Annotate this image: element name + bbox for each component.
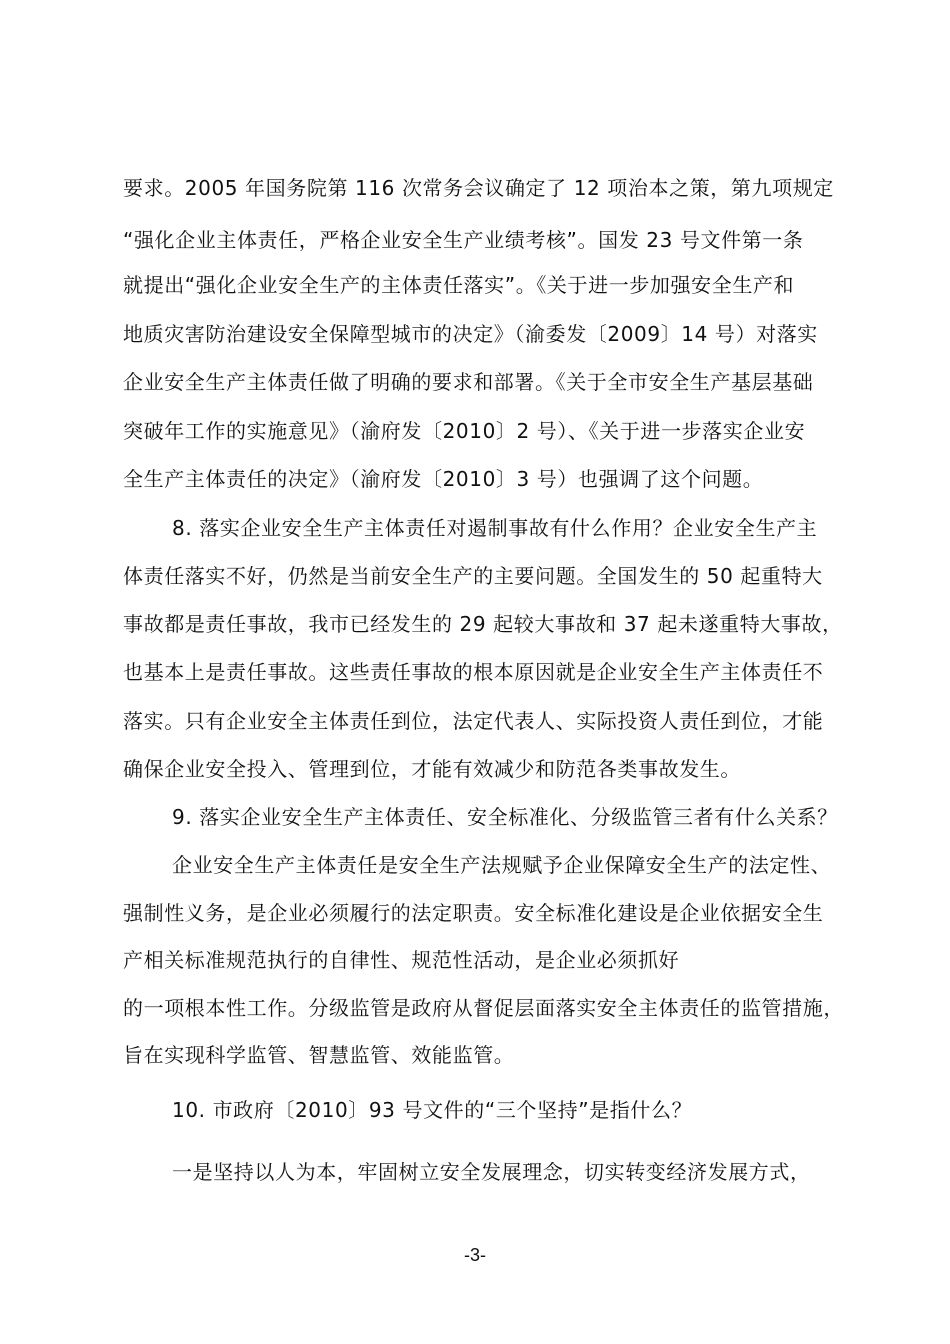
text-line-11: 也基本上是责任事故。这些责任事故的根本原因就是企业安全生产主体责任不 (123, 660, 824, 684)
text-line-7: 全生产主体责任的决定》（渝府发〔2010〕3 号）也强调了这个问题。 (123, 467, 764, 491)
text-line-15: 企业安全生产主体责任是安全生产法规赋予企业保障安全生产的法定性、 (172, 853, 832, 877)
text-line-16: 强制性义务，是企业必须履行的法定职责。安全标准化建设是企业依据安全生 (123, 901, 824, 925)
text-line-2: “强化企业主体责任，严格企业安全生产业绩考核”。国发 23 号文件第一条 (123, 228, 804, 252)
text-line-4: 地质灾害防治建设安全保障型城市的决定》（渝委发〔2009〕14 号）对落实 (123, 322, 818, 346)
text-line-6: 突破年工作的实施意见》（渝府发〔2010〕2 号）、《关于进一步落实企业安 (123, 419, 806, 443)
text-line-12: 落实。只有企业安全主体责任到位，法定代表人、实际投资人责任到位，才能 (123, 709, 824, 733)
text-line-3: 就提出“强化企业安全生产的主体责任落实”。《关于进一步加强安全生产和 (123, 273, 795, 297)
text-line-5: 企业安全生产主体责任做了明确的要求和部署。《关于全市安全生产基层基础 (123, 370, 814, 394)
text-line-19: 旨在实现科学监管、智慧监管、效能监管。 (123, 1043, 515, 1067)
text-line-21: 一是坚持以人为本，牢固树立安全发展理念，切实转变经济发展方式， (172, 1160, 811, 1184)
text-line-10: 事故都是责任事故，我市已经发生的 29 起较大事故和 37 起未遂重特大事故， (123, 612, 843, 636)
question-10: 10. 市政府〔2010〕93 号文件的“三个坚持”是指什么？ (172, 1098, 693, 1122)
text-line-17: 产相关标准规范执行的自律性、规范性活动，是企业必须抓好 (123, 948, 680, 972)
text-line-9: 体责任落实不好，仍然是当前安全生产的主要问题。全国发生的 50 起重特大 (123, 564, 823, 588)
question-8: 8. 落实企业安全生产主体责任对遏制事故有什么作用？企业安全生产主 (172, 516, 818, 540)
question-9: 9. 落实企业安全生产主体责任、安全标准化、分级监管三者有什么关系？ (172, 805, 838, 829)
text-line-1: 要求。2005 年国务院第 116 次常务会议确定了 12 项治本之策，第九项规定 (123, 176, 834, 200)
text-line-13: 确保企业安全投入、管理到位，才能有效减少和防范各类事故发生。 (123, 757, 741, 781)
text-line-18: 的一项根本性工作。分级监管是政府从督促层面落实安全主体责任的监管措施， (123, 996, 844, 1020)
page-number: -3- (464, 1245, 486, 1265)
